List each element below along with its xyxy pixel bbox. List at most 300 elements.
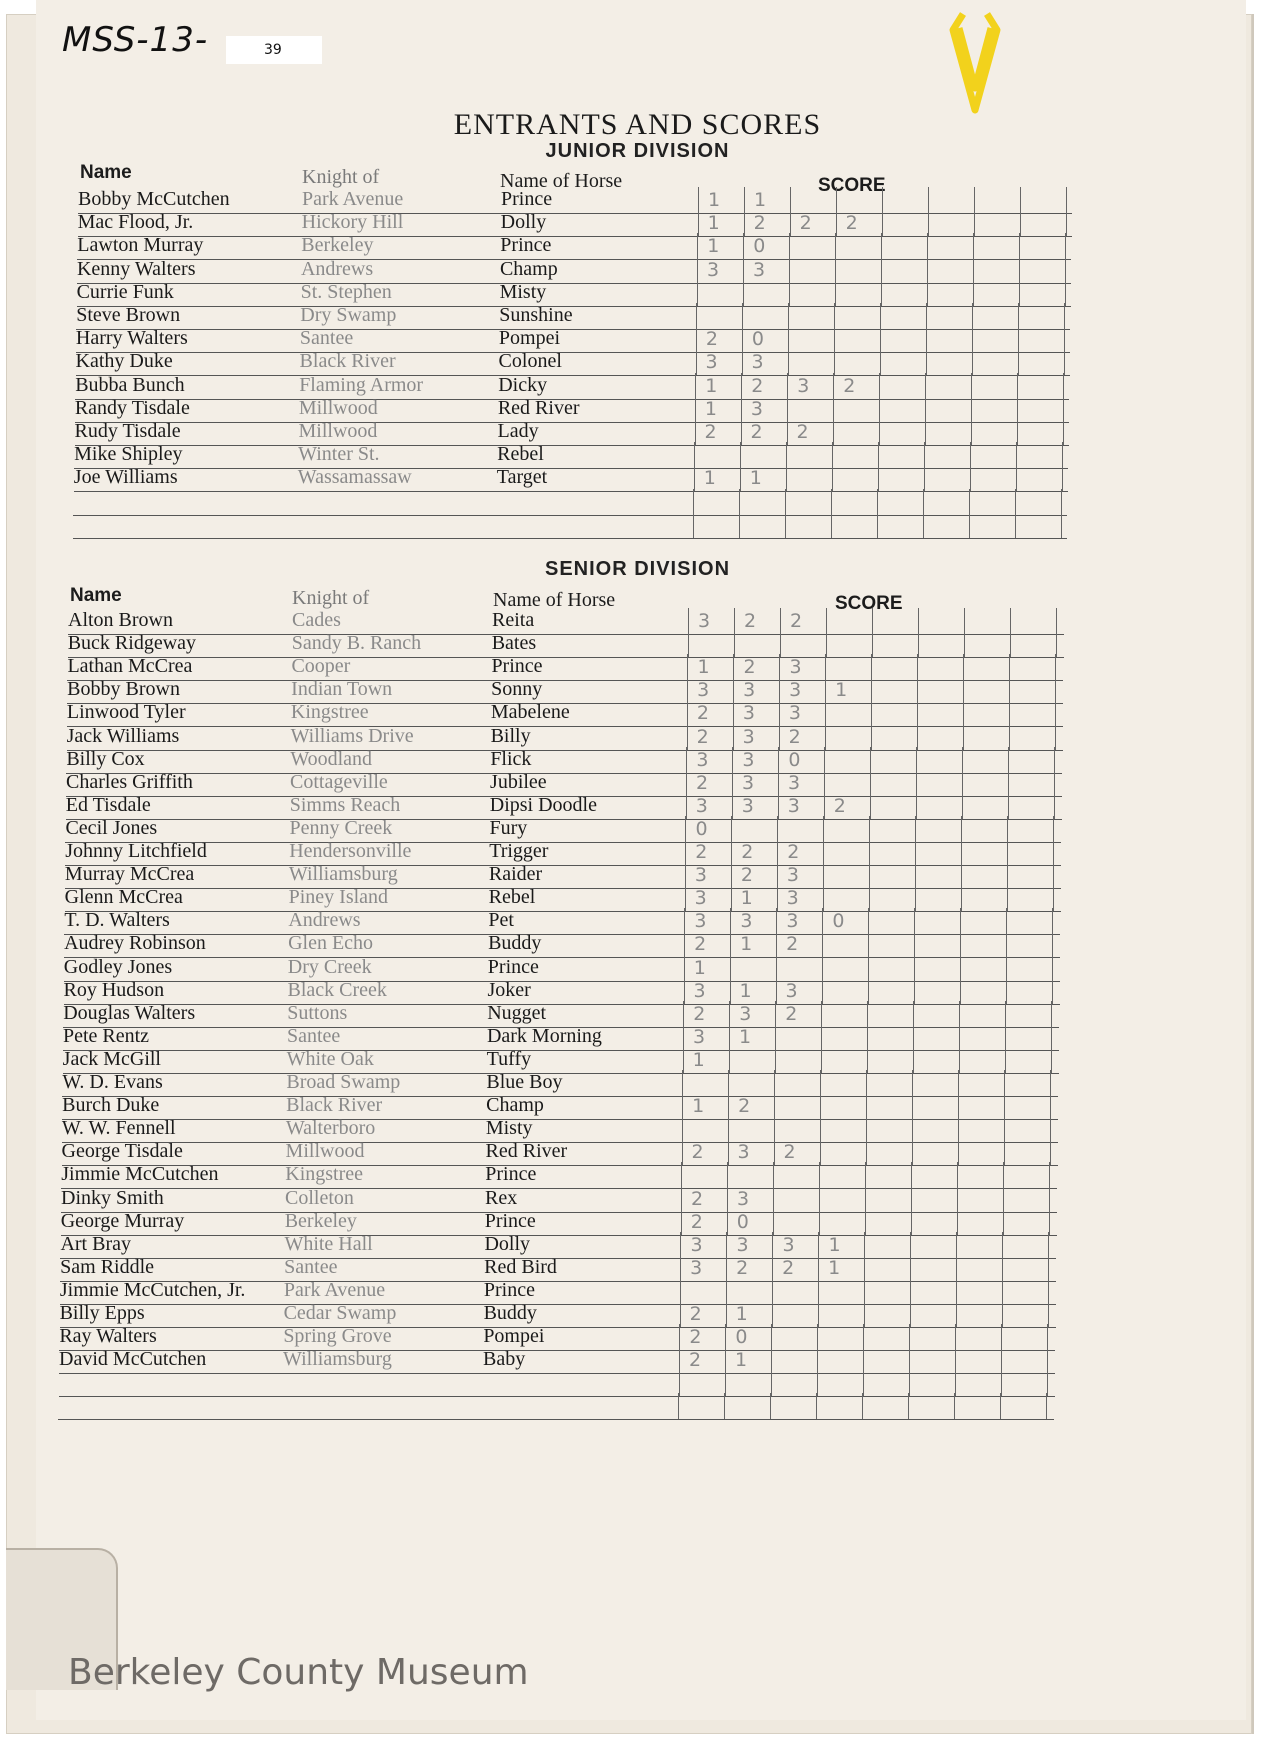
knight-of: Dry Creek xyxy=(287,955,372,978)
junior-name-header: Name xyxy=(80,162,132,183)
score-cell xyxy=(878,442,925,468)
score-cell xyxy=(682,1070,729,1096)
handwritten-score: 2 xyxy=(787,841,800,863)
entrant-name: Jimmie McCutchen xyxy=(61,1163,219,1186)
score-cell xyxy=(698,187,745,213)
handwritten-score: 2 xyxy=(743,656,756,679)
score-cell xyxy=(1019,280,1066,306)
score-cell xyxy=(835,233,882,259)
knight-of: Santee xyxy=(286,1024,341,1047)
score-cell xyxy=(733,654,780,680)
knight-of: Spring Grove xyxy=(283,1325,392,1348)
score-cell xyxy=(1008,770,1055,796)
score-cell xyxy=(912,1093,959,1119)
handwritten-score: 2 xyxy=(741,841,754,863)
entrant-name: Harry Walters xyxy=(75,327,188,350)
score-cell xyxy=(959,1001,1006,1027)
score-cell xyxy=(914,931,961,957)
score-cell xyxy=(864,1232,911,1258)
score-cell xyxy=(1005,1001,1052,1027)
score-cell xyxy=(956,1232,1003,1258)
score-cell xyxy=(914,908,961,934)
handwritten-score: 1 xyxy=(703,467,716,490)
score-cell xyxy=(729,1047,776,1073)
score-cell xyxy=(731,839,778,865)
score-cell xyxy=(909,1347,956,1373)
score-cell xyxy=(820,1070,867,1096)
score-cell xyxy=(726,1301,773,1327)
score-cell xyxy=(731,816,778,842)
handwritten-score: 3 xyxy=(787,794,800,817)
score-cell xyxy=(868,955,915,981)
score-cell xyxy=(877,512,924,538)
score-cell xyxy=(774,1139,821,1165)
horse-name: Rebel xyxy=(488,886,536,909)
handwritten-score: 2 xyxy=(705,328,718,351)
score-grid-edge xyxy=(1062,465,1063,491)
knight-of: Berkeley xyxy=(301,234,374,257)
score-cell xyxy=(963,677,1010,703)
score-cell xyxy=(956,1301,1003,1327)
handwritten-score: 3 xyxy=(692,1025,706,1048)
handwritten-score: 3 xyxy=(788,702,801,725)
score-grid-edge xyxy=(1055,677,1056,703)
knight-of: Black Creek xyxy=(287,978,387,1001)
score-cell xyxy=(918,608,965,634)
score-cell xyxy=(772,1255,819,1281)
score-cell xyxy=(880,349,927,375)
horse-name: Prince xyxy=(483,1278,535,1301)
score-cell xyxy=(680,1232,727,1258)
score-cell xyxy=(731,862,778,888)
score-cell xyxy=(771,1370,818,1396)
handwritten-score: 3 xyxy=(737,1187,750,1210)
score-cell xyxy=(819,1209,866,1235)
score-cell xyxy=(915,816,962,842)
score-cell xyxy=(833,373,880,399)
score-cell xyxy=(911,1162,958,1188)
score-cell xyxy=(869,862,916,888)
knight-of: Penny Creek xyxy=(289,816,393,839)
handwritten-score: 3 xyxy=(752,258,766,281)
knight-of: Indian Town xyxy=(291,678,393,701)
score-cell xyxy=(1018,326,1065,352)
handwritten-score: 3 xyxy=(694,887,707,910)
score-cell xyxy=(695,373,742,399)
score-cell xyxy=(823,816,870,842)
score-cell xyxy=(1002,1278,1049,1304)
handwritten-score: 2 xyxy=(696,771,709,794)
knight-of: Millwood xyxy=(298,420,378,442)
score-cell xyxy=(917,724,964,750)
score-cell xyxy=(925,373,972,399)
score-cell xyxy=(684,931,731,957)
entrant-name: Bubba Bunch xyxy=(75,373,185,396)
score-cell xyxy=(698,210,745,236)
knight-of: Hendersonville xyxy=(289,840,412,862)
score-cell xyxy=(962,793,1009,819)
entrant-name: David McCutchen xyxy=(59,1348,207,1371)
score-grid-edge xyxy=(1065,233,1066,259)
score-grid-edge xyxy=(1066,210,1067,236)
score-cell xyxy=(832,442,879,468)
blank-row xyxy=(73,512,1067,539)
knight-of: Santee xyxy=(299,327,354,350)
score-cell xyxy=(816,1393,863,1419)
handwritten-score: 2 xyxy=(696,702,709,725)
junior-division-title: JUNIOR DIVISION xyxy=(545,140,730,162)
horse-name: Misty xyxy=(499,280,547,303)
entrant-name: Lawton Murray xyxy=(77,234,204,257)
score-cell xyxy=(970,442,1017,468)
knight-of: Sandy B. Ranch xyxy=(291,632,422,655)
score-cell xyxy=(727,1162,774,1188)
score-cell xyxy=(927,233,974,259)
score-cell xyxy=(878,465,925,491)
handwritten-score: 1 xyxy=(754,189,767,211)
score-cell xyxy=(916,770,963,796)
entrant-name: Cecil Jones xyxy=(65,816,158,839)
score-cell xyxy=(960,908,1007,934)
junior-knight-header: Knight of xyxy=(302,166,380,188)
knight-of: Millwood xyxy=(298,396,378,419)
handwritten-score: 1 xyxy=(828,1233,841,1256)
score-cell xyxy=(697,233,744,259)
horse-name: Pompei xyxy=(483,1325,545,1348)
score-cell xyxy=(872,631,919,657)
score-cell xyxy=(775,1047,822,1073)
score-grid-edge xyxy=(1056,631,1057,657)
score-cell xyxy=(688,631,735,657)
handwritten-score: 3 xyxy=(786,887,799,910)
score-grid-edge xyxy=(1048,1255,1049,1281)
handwritten-score: 2 xyxy=(751,374,764,397)
score-cell xyxy=(913,1001,960,1027)
score-cell xyxy=(1019,257,1066,283)
horse-name: Pompei xyxy=(498,327,561,350)
score-cell xyxy=(917,700,964,726)
score-cell xyxy=(779,724,826,750)
score-cell xyxy=(728,1139,775,1165)
score-cell xyxy=(729,1001,776,1027)
score-cell xyxy=(786,442,833,468)
handwritten-score: 2 xyxy=(704,421,717,443)
handwritten-score: 2 xyxy=(689,1303,702,1325)
score-cell xyxy=(824,747,871,773)
handwritten-score: 3 xyxy=(741,794,754,817)
horse-name: Blue Boy xyxy=(486,1071,563,1093)
knight-of: Glen Echo xyxy=(288,932,374,955)
score-cell xyxy=(962,770,1009,796)
entrant-name: Jimmie McCutchen, Jr. xyxy=(59,1278,246,1301)
score-cell xyxy=(732,747,779,773)
catalog-number: MSS-13- xyxy=(62,20,209,60)
handwritten-score: 2 xyxy=(782,1256,795,1279)
handwritten-score: 2 xyxy=(694,933,707,956)
entrant-name: Burch Duke xyxy=(62,1094,160,1117)
score-cell xyxy=(742,349,789,375)
horse-name: Red Bird xyxy=(484,1255,557,1278)
score-cell xyxy=(866,1139,913,1165)
score-cell xyxy=(681,1209,728,1235)
handwritten-score: 3 xyxy=(695,794,708,817)
score-cell xyxy=(774,1093,821,1119)
score-cell xyxy=(788,349,835,375)
score-cell xyxy=(818,1255,865,1281)
score-cell xyxy=(927,280,974,306)
handwritten-score: 2 xyxy=(785,1002,798,1025)
score-cell xyxy=(818,1278,865,1304)
score-cell xyxy=(727,1209,774,1235)
score-cell xyxy=(961,816,1008,842)
handwritten-score: 2 xyxy=(788,725,801,748)
score-cell xyxy=(684,955,731,981)
handwritten-score: 3 xyxy=(785,979,798,1002)
score-grid-edge xyxy=(1053,885,1054,911)
score-cell xyxy=(742,326,789,352)
handwritten-score: 3 xyxy=(742,725,755,748)
handwritten-score: 2 xyxy=(833,794,846,817)
entrant-name: Billy Cox xyxy=(66,747,145,770)
score-cell xyxy=(926,303,973,329)
score-cell xyxy=(868,908,915,934)
junior-horse-header: Name of Horse xyxy=(500,170,623,192)
score-cell xyxy=(824,793,871,819)
score-cell xyxy=(729,1024,776,1050)
score-cell xyxy=(913,1047,960,1073)
score-cell xyxy=(1017,373,1064,399)
horse-name: Bates xyxy=(491,632,537,655)
handwritten-score: 3 xyxy=(698,610,711,632)
score-cell xyxy=(863,1370,910,1396)
score-cell xyxy=(1009,677,1056,703)
entrant-name: Roy Hudson xyxy=(63,978,165,1001)
score-cell xyxy=(928,187,975,213)
horse-name: Champ xyxy=(499,257,558,280)
handwritten-score: 3 xyxy=(690,1256,703,1279)
horse-name: Sunshine xyxy=(499,304,573,326)
score-cell xyxy=(959,1047,1006,1073)
score-cell xyxy=(679,1347,726,1373)
score-cell xyxy=(831,512,878,538)
score-cell xyxy=(923,512,970,538)
score-cell xyxy=(728,1116,775,1142)
score-grid-edge xyxy=(1065,280,1066,306)
score-cell xyxy=(682,1139,729,1165)
handwritten-score: 1 xyxy=(739,979,752,1002)
handwritten-score: 1 xyxy=(740,887,753,910)
knight-of: Cottageville xyxy=(290,770,388,793)
score-cell xyxy=(831,489,878,515)
entrant-name: Kenny Walters xyxy=(76,257,196,280)
score-cell xyxy=(786,465,833,491)
handwritten-score: 3 xyxy=(736,1233,749,1256)
horse-name: Tuffy xyxy=(486,1047,532,1070)
knight-of: Santee xyxy=(284,1255,338,1278)
knight-of: Park Avenue xyxy=(302,188,404,210)
score-cell xyxy=(777,885,824,911)
handwritten-score: 2 xyxy=(783,1141,796,1164)
score-cell xyxy=(820,1139,867,1165)
score-cell xyxy=(864,1301,911,1327)
knight-of: Cooper xyxy=(291,655,351,678)
horse-name: Target xyxy=(496,466,548,489)
score-cell xyxy=(693,489,740,515)
score-cell xyxy=(825,654,872,680)
score-cell xyxy=(823,862,870,888)
score-cell xyxy=(680,1278,727,1304)
score-cell xyxy=(744,187,791,213)
score-cell xyxy=(972,303,1019,329)
entrant-name: Art Bray xyxy=(60,1232,131,1255)
score-cell xyxy=(832,465,879,491)
score-cell xyxy=(1006,908,1053,934)
score-cell xyxy=(882,187,929,213)
entrant-name: Johnny Litchfield xyxy=(65,840,207,862)
score-cell xyxy=(778,793,825,819)
score-cell xyxy=(1001,1324,1048,1350)
score-cell xyxy=(774,1116,821,1142)
handwritten-score: 0 xyxy=(788,748,801,771)
horse-name: Dolly xyxy=(500,211,547,234)
catalog-tag: 39 xyxy=(226,36,322,64)
score-cell xyxy=(780,608,827,634)
score-cell xyxy=(1018,349,1065,375)
score-grid-edge xyxy=(1063,419,1064,445)
score-cell xyxy=(741,419,788,445)
handwritten-score: 2 xyxy=(738,1095,751,1118)
knight-of: Simms Reach xyxy=(289,793,401,816)
score-cell xyxy=(916,747,963,773)
score-cell xyxy=(928,210,975,236)
score-cell xyxy=(972,326,1019,352)
entrant-name: George Tisdale xyxy=(61,1140,183,1163)
score-cell xyxy=(835,280,882,306)
handwritten-score: 1 xyxy=(735,1303,748,1325)
horse-name: Prince xyxy=(491,655,543,678)
handwritten-score: 2 xyxy=(691,1187,704,1210)
score-cell xyxy=(1020,187,1067,213)
score-cell xyxy=(822,955,869,981)
score-cell xyxy=(908,1393,955,1419)
score-cell xyxy=(780,631,827,657)
entrant-name: Glenn McCrea xyxy=(64,886,183,909)
score-cell xyxy=(694,465,741,491)
score-cell xyxy=(1005,1024,1052,1050)
score-cell xyxy=(684,978,731,1004)
score-cell xyxy=(925,396,972,422)
score-grid-edge xyxy=(1048,1232,1049,1258)
museum-watermark: Berkeley County Museum xyxy=(68,1652,529,1693)
score-grid-edge xyxy=(1061,512,1062,538)
score-cell xyxy=(734,631,781,657)
entrant-name: Murray McCrea xyxy=(64,863,195,886)
score-cell xyxy=(910,1301,957,1327)
score-grid-edge xyxy=(1052,978,1053,1004)
score-cell xyxy=(683,1024,730,1050)
score-cell xyxy=(775,1001,822,1027)
horse-name: Buddy xyxy=(483,1302,537,1324)
score-cell xyxy=(679,1324,726,1350)
score-cell xyxy=(973,280,1020,306)
score-cell xyxy=(864,1278,911,1304)
score-cell xyxy=(739,512,786,538)
score-cell xyxy=(733,700,780,726)
score-cell xyxy=(879,396,926,422)
score-cell xyxy=(963,700,1010,726)
horse-name: Jubilee xyxy=(490,770,547,793)
horse-name: Prince xyxy=(484,1209,536,1232)
handwritten-score: 1 xyxy=(697,656,710,679)
score-cell xyxy=(779,677,826,703)
handwritten-score: 3 xyxy=(743,679,756,702)
score-cell xyxy=(957,1209,1004,1235)
score-grid-edge xyxy=(1063,396,1064,422)
score-cell xyxy=(774,1070,821,1096)
score-cell xyxy=(1001,1370,1048,1396)
score-cell xyxy=(823,839,870,865)
knight-of: Williamsburg xyxy=(288,863,398,886)
score-cell xyxy=(825,677,872,703)
handwritten-score: 2 xyxy=(695,841,708,863)
horse-name: Mabelene xyxy=(490,701,570,724)
handwritten-score: 1 xyxy=(708,189,721,211)
score-cell xyxy=(881,257,928,283)
handwritten-score: 3 xyxy=(697,679,710,702)
score-cell xyxy=(927,257,974,283)
score-cell xyxy=(910,1278,957,1304)
score-cell xyxy=(914,978,961,1004)
score-cell xyxy=(871,654,918,680)
knight-of: Berkeley xyxy=(284,1209,357,1232)
score-cell xyxy=(924,465,971,491)
score-cell xyxy=(1003,1186,1050,1212)
knight-of: Black River xyxy=(299,350,396,373)
handwritten-score: 3 xyxy=(782,1233,795,1256)
score-cell xyxy=(785,489,832,515)
score-cell xyxy=(1005,1047,1052,1073)
score-cell xyxy=(969,512,1016,538)
handwritten-score: 2 xyxy=(786,933,799,956)
score-cell xyxy=(959,1024,1006,1050)
knight-of: Dry Swamp xyxy=(300,304,397,326)
score-cell xyxy=(777,839,824,865)
handwritten-score: 2 xyxy=(690,1210,703,1233)
score-grid-edge xyxy=(1054,770,1055,796)
entrant-name: Pete Rentz xyxy=(62,1024,150,1047)
score-cell xyxy=(787,373,834,399)
score-cell xyxy=(974,210,1021,236)
entrant-name: George Murray xyxy=(60,1209,185,1232)
score-cell xyxy=(957,1186,1004,1212)
score-cell xyxy=(686,770,733,796)
score-cell xyxy=(1001,1347,1048,1373)
handwritten-score: 3 xyxy=(751,351,764,374)
entrant-name: Douglas Walters xyxy=(63,1001,196,1024)
score-grid-edge xyxy=(1051,1024,1052,1050)
score-cell xyxy=(732,770,779,796)
score-cell xyxy=(913,1024,960,1050)
score-cell xyxy=(730,908,777,934)
score-cell xyxy=(863,1347,910,1373)
handwritten-score: 2 xyxy=(736,1256,749,1279)
score-cell xyxy=(868,931,915,957)
score-cell xyxy=(789,233,836,259)
score-cell xyxy=(744,210,791,236)
score-cell xyxy=(790,187,837,213)
score-cell xyxy=(1004,1093,1051,1119)
score-grid-edge xyxy=(1056,608,1057,634)
